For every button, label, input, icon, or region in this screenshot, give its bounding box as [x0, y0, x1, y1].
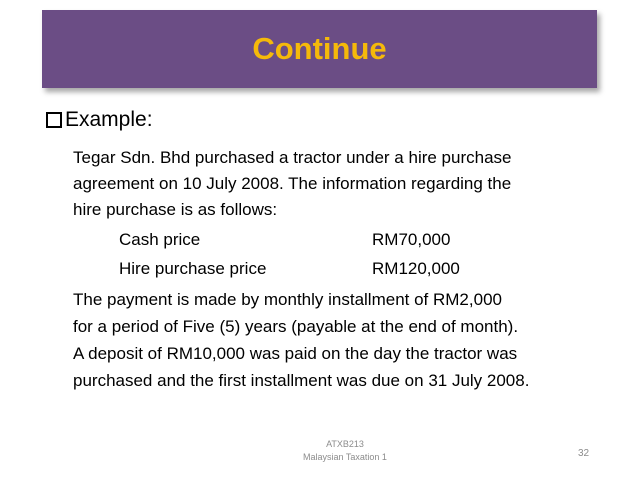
- paragraph-line: purchased and the first installment was due on 31 July 2008.: [73, 371, 530, 390]
- paragraph-line: agreement on 10 July 2008. The information regarding the: [73, 174, 512, 193]
- footer-course-name: Malaysian Taxation 1: [303, 452, 387, 462]
- paragraph-line: hire purchase is as follows:: [73, 200, 278, 219]
- footer-course: [290, 438, 400, 464]
- paragraph-line: Tegar Sdn. Bhd purchased a tractor under a hire purchase: [73, 148, 512, 167]
- slide-title: Continue: [252, 31, 387, 66]
- checkbox-bullet-icon: [46, 112, 62, 128]
- bullet-label: Example:: [65, 108, 153, 131]
- title-bar: [42, 10, 597, 88]
- bullet-item: [46, 108, 153, 132]
- paragraph-line: The payment is made by monthly installment of RM2,000: [73, 290, 502, 309]
- cash-price-value: RM70,000: [372, 230, 451, 249]
- hire-purchase-price-label: Hire purchase price: [119, 259, 267, 278]
- paragraph-line: A deposit of RM10,000 was paid on the day the tractor was: [73, 344, 518, 363]
- page-number: 32: [578, 448, 590, 459]
- hire-purchase-price-value: RM120,000: [372, 259, 460, 278]
- cash-price-label: Cash price: [119, 230, 201, 249]
- footer-course-code: ATXB213: [326, 439, 364, 449]
- paragraph-line: for a period of Five (5) years (payable at the end of month).: [73, 317, 519, 336]
